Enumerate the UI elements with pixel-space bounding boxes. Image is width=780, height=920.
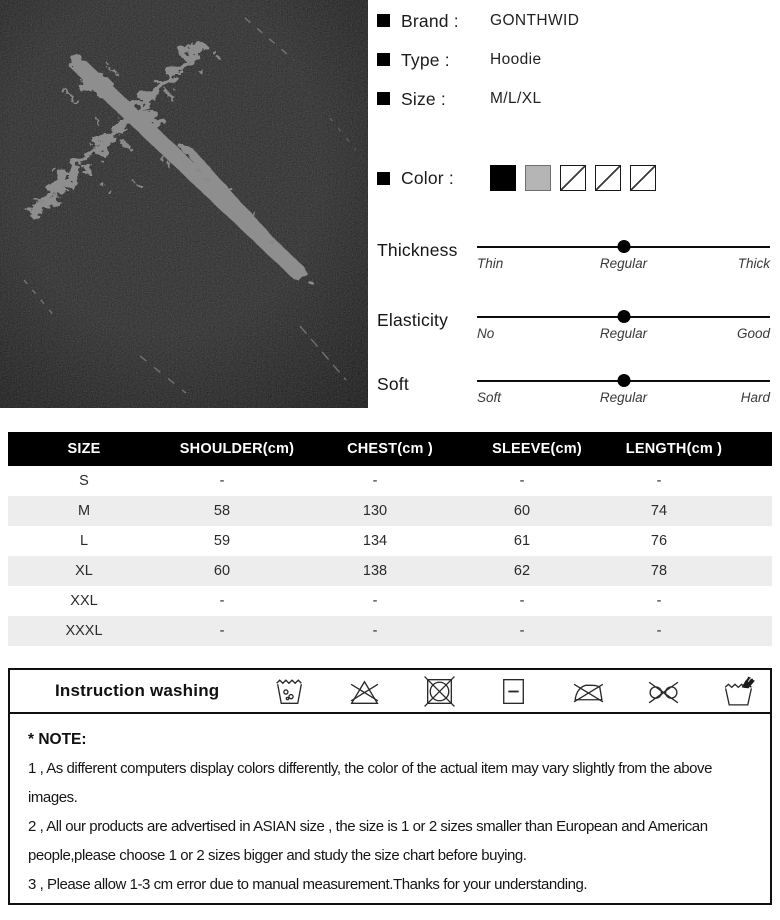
elasticity-track xyxy=(477,316,770,318)
type-row xyxy=(377,50,772,71)
brand-label: Brand : xyxy=(401,11,459,31)
cell: XXXL xyxy=(65,623,103,639)
soft-left-label: Soft xyxy=(477,390,502,405)
note-item-2: 2 , All our products are advertised in ASIAN size , the size is 1 or 2 sizes smaller than European and American people,please choose 1 or 2 sizes bigger and study the size chart before buying. xyxy=(28,818,708,864)
color-swatch-diagonal[interactable] xyxy=(630,165,656,191)
do-not-tumble-dry-icon xyxy=(422,675,457,708)
washing-label: Instruction washing xyxy=(55,681,220,700)
washing-icons xyxy=(272,670,756,712)
note-item-3: 3 , Please allow 1-3 cm error due to manual measurement.Thanks for your understanding. xyxy=(28,876,588,893)
bullet-square-icon xyxy=(377,14,390,27)
cell: 130 xyxy=(362,503,388,519)
cell: - xyxy=(519,593,525,609)
cell: - xyxy=(219,473,225,489)
soft-labels xyxy=(477,390,770,408)
thickness-slider xyxy=(377,233,771,281)
do-not-iron-icon xyxy=(571,675,606,708)
size-table xyxy=(8,432,772,646)
note-title: * NOTE: xyxy=(28,731,87,748)
cell: L xyxy=(79,533,89,549)
cell: S xyxy=(79,473,89,489)
thickness-labels xyxy=(477,256,770,274)
bullet-square-icon xyxy=(377,172,390,185)
type-label: Type : xyxy=(401,50,450,70)
elasticity-slider xyxy=(377,303,771,351)
size-table-header xyxy=(8,432,772,466)
cell: - xyxy=(219,623,225,639)
elasticity-labels xyxy=(477,326,770,344)
elasticity-dot xyxy=(617,310,630,323)
color-swatch-gray[interactable] xyxy=(525,165,551,191)
header-shoulder: SHOULDER(cm) xyxy=(179,441,295,457)
table-row xyxy=(8,466,772,496)
cell: XL xyxy=(75,563,93,579)
thickness-right-label: Thick xyxy=(737,256,770,271)
cell: - xyxy=(519,623,525,639)
cell: 62 xyxy=(513,563,531,579)
note-box xyxy=(8,712,772,905)
color-swatch-black[interactable] xyxy=(490,165,516,191)
cell: 58 xyxy=(213,503,231,519)
color-label: Color : xyxy=(401,167,454,188)
soft-dot xyxy=(617,374,630,387)
color-swatch-diagonal[interactable] xyxy=(560,165,586,191)
elasticity-left-label: No xyxy=(477,326,495,341)
note-item-1: 1 , As different computers display colors differently, the color of the actual item may vary slightly from the above images. xyxy=(28,760,712,806)
soft-right-label: Hard xyxy=(740,390,770,405)
cell: - xyxy=(519,473,525,489)
header-size: SIZE xyxy=(67,441,101,457)
thickness-title: Thickness xyxy=(377,240,458,260)
brand-value: GONTHWID xyxy=(490,12,580,29)
cell: 61 xyxy=(513,533,531,549)
header-sleeve: SLEEVE(cm) xyxy=(492,441,582,457)
cell: - xyxy=(219,593,225,609)
table-row xyxy=(8,586,772,616)
elasticity-right-label: Good xyxy=(736,326,770,341)
header-length: LENGTH(cm ) xyxy=(625,441,723,457)
brand-row xyxy=(377,11,772,32)
cell: 74 xyxy=(650,503,668,519)
product-photo xyxy=(0,0,368,408)
wash-icon xyxy=(272,675,307,708)
soft-track xyxy=(477,380,770,382)
thickness-center-label: Regular xyxy=(599,256,648,271)
cell: 60 xyxy=(213,563,231,579)
soft-center-label: Regular xyxy=(599,390,648,405)
size-label: Size : xyxy=(401,89,446,109)
color-swatches xyxy=(490,165,665,191)
bullet-square-icon xyxy=(377,92,390,105)
dry-flat-icon xyxy=(496,675,531,708)
washing-instructions-box xyxy=(8,668,772,714)
soft-slider xyxy=(377,367,771,415)
thickness-dot xyxy=(617,240,630,253)
cell: M xyxy=(77,503,91,519)
cell: 76 xyxy=(650,533,668,549)
bullet-square-icon xyxy=(377,53,390,66)
table-row xyxy=(8,616,772,646)
size-row xyxy=(377,89,772,110)
thickness-track xyxy=(477,246,770,248)
header-chest: CHEST(cm ) xyxy=(347,441,433,457)
do-not-bleach-icon xyxy=(347,675,382,708)
elasticity-title: Elasticity xyxy=(377,310,449,330)
cell: 134 xyxy=(362,533,388,549)
thickness-left-label: Thin xyxy=(477,256,504,271)
do-not-wring-icon xyxy=(646,675,681,708)
cell: - xyxy=(656,473,662,489)
table-row xyxy=(8,526,772,556)
hand-wash-icon xyxy=(721,675,756,708)
cell: - xyxy=(656,593,662,609)
cell: - xyxy=(656,623,662,639)
size-value: M/L/XL xyxy=(490,90,542,107)
table-row xyxy=(8,496,772,526)
cell: - xyxy=(372,473,378,489)
soft-title: Soft xyxy=(377,374,409,394)
cell: 59 xyxy=(213,533,231,549)
cell: 60 xyxy=(513,503,531,519)
elasticity-center-label: Regular xyxy=(599,326,648,341)
cell: XXL xyxy=(70,593,98,609)
cell: 138 xyxy=(362,563,388,579)
type-value: Hoodie xyxy=(490,51,542,68)
cell: - xyxy=(372,623,378,639)
color-swatch-diagonal[interactable] xyxy=(595,165,621,191)
cell: - xyxy=(372,593,378,609)
color-row xyxy=(377,164,772,192)
table-row xyxy=(8,556,772,586)
cell: 78 xyxy=(650,563,668,579)
